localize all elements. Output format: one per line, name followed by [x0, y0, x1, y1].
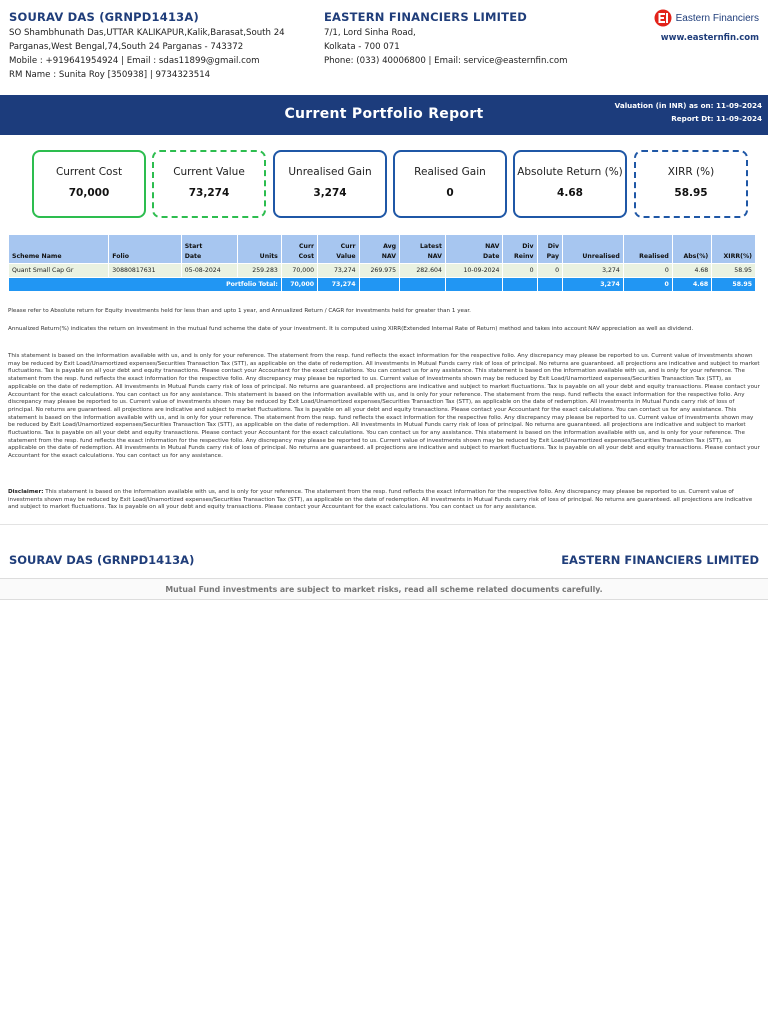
total-label: Portfolio Total: — [9, 278, 281, 291]
xirr-value: 58.95 — [674, 187, 708, 199]
risk-disclaimer-bar — [0, 578, 768, 600]
col-xirr: XIRR(%) — [712, 235, 755, 263]
logo-brand — [639, 9, 759, 27]
cell-curr-cost: 70,000 — [282, 264, 317, 277]
disclaimer-body: This statement is based on the information available with us, and is only for your reference. The statement from the resp. fund reflects the exact information for the respective folio. Any discrepancy may please be reported to us. Current value of investments shown may be reduced by Exit Load/Unamortized expenses/Securities Transaction Tax (STT), as applicable on the date of redemption. All investments in Mutual Funds carry risk of loss of principal. No returns are guaranteed. all projections are indicative and subject to market fluctuations. Tax is payable on all your debt and equity transactions. Please contact your Accountant for the exact calculations. You can contact us for any assistance. — [8, 489, 753, 511]
cell-nav-date: 10-09-2024 — [446, 264, 503, 277]
realised-gain-value: 0 — [446, 187, 454, 199]
col-unrealised: Unrealised — [563, 235, 623, 263]
cell-div-pay: 0 — [538, 264, 563, 277]
firm-name: EASTERN FINANCIERS LIMITED — [324, 10, 527, 24]
total-abs: 4.68 — [673, 278, 711, 291]
portfolio-table — [8, 234, 756, 292]
col-realised: Realised — [624, 235, 672, 263]
unrealised-gain-card — [273, 150, 387, 218]
current-value-label: Current Value — [173, 166, 245, 178]
report-header — [0, 0, 768, 92]
cell-avg-nav: 269.975 — [360, 264, 399, 277]
valuation-info — [615, 99, 762, 125]
absolute-return-card — [513, 150, 627, 218]
absolute-return-label: Absolute Return (%) — [517, 166, 623, 178]
current-cost-label: Current Cost — [55, 166, 123, 178]
disclaimer — [8, 489, 760, 512]
xirr-card — [634, 150, 748, 218]
note-return-basis — [8, 308, 760, 316]
portfolio-total-row — [9, 278, 755, 291]
report-title-banner — [0, 95, 768, 135]
client-address-line-1: SO Shambhunath Das,UTTAR KALIKAPUR,Kalik,Barasat,South 24 — [9, 28, 285, 38]
col-div-pay: Div Pay — [538, 235, 563, 263]
client-name: SOURAV DAS (GRNPD1413A) — [9, 10, 199, 24]
total-xirr: 58.95 — [712, 278, 755, 291]
report-date: Report Dt: 11-09-2024 — [671, 114, 762, 123]
col-latest-nav: Latest NAV — [400, 235, 445, 263]
client-contact: Mobile : +919641954924 | Email : sdas11899@gmail.com — [9, 56, 260, 66]
note-annualized-return — [8, 326, 760, 334]
firm-address-line-2: Kolkata - 700 071 — [324, 42, 400, 52]
unrealised-gain-label: Unrealised Gain — [288, 166, 372, 178]
total-empty — [538, 278, 563, 291]
total-empty — [360, 278, 399, 291]
col-div-reinv: Div Reinv — [503, 235, 536, 263]
cell-folio: 30880817631 — [109, 264, 180, 277]
col-abs: Abs(%) — [673, 235, 711, 263]
divider — [0, 524, 768, 525]
unrealised-gain-value: 3,274 — [313, 187, 347, 199]
note-text: This statement is based on the information available with us, and is only for your reference. The statement from the resp. fund reflects the exact information for the respective folio. Any discrepancy may please be reported to us. Current value of investments shown may be reduced by Exit Load/Unamortized expenses/Securities Transaction Tax (STT), as applicable on the date of redemption. All investments in Mutual Funds carry risk of loss of principal. No returns are guaranteed. all projections are indicative and subject to market fluctuations. Tax is payable on all your debt and equity transactions. Please contact your Accountant for the exact calculations. You can contact us for any assistance. This statement is based on the information available with us, and is only for your reference. The statement from the resp. fund reflects the exact information for the respective folio. Any discrepancy may please be reported to us. Current value of investments shown may be reduced by Exit Load/Unamortized expenses/Securities Transaction Tax (STT), as applicable on the date of redemption. All investments in Mutual Funds carry risk of loss of principal. No returns are guaranteed. all projections are indicative and subject to market fluctuations. Tax is payable on all your debt and equity transactions. Please contact your Accountant for the exact calculations. You can contact us for any assistance. This statement is based on the information available with us, and is only for your reference. The statement from the resp. fund reflects the exact information for the respective folio. Any discrepancy may please be reported to us. Current value of investments shown may be reduced by Exit Load/Unamortized expenses/Securities Transaction Tax (STT), as applicable on the date of redemption. All investments in Mutual Funds carry risk of loss of principal. No returns are guaranteed. all projections are indicative and subject to market fluctuations. Tax is payable on all your debt and equity transactions. Please contact your Accountant for the exact calculations. You can contact us for any assistance. This statement is based on the information available with us, and is only for your reference. The statement from the resp. fund reflects the exact information for the respective folio. Any discrepancy may please be reported to us. Current value of investments shown may be reduced by Exit Load/Unamortized expenses/Securities Transaction Tax (STT), as applicable on the date of redemption. All investments in Mutual Funds carry risk of loss of principal. No returns are guaranteed. all projections are indicative and subject to market fluctuations. Tax is payable on all your debt and equity transactions. Please contact your Accountant for the exact calculations. You can contact us for any assistance. This statement is based on the information available with us, and is only for your reference. The statement from the resp. fund reflects the exact information for the respective folio. Any discrepancy may please be reported to us. Current value of investments shown may be reduced by Exit Load/Unamortized expenses/Securities Transaction Tax (STT), as applicable on the date of redemption. All investments in Mutual Funds carry risk of loss of principal. No returns are guaranteed. all projections are indicative and subject to market fluctuations. Tax is payable on all your debt and equity transactions. Please contact your Accountant for the exact calculations. You can contact us for any assistance. — [8, 353, 760, 460]
cell-latest-nav: 282.604 — [400, 264, 445, 277]
client-address-line-2: Parganas,West Bengal,74,South 24 Parganas - 743372 — [9, 42, 244, 52]
cell-units: 259.283 — [238, 264, 281, 277]
cell-scheme-name: Quant Small Cap Gr — [9, 264, 108, 277]
xirr-label: XIRR (%) — [667, 166, 715, 178]
logo-brand-text: Eastern Financiers — [675, 12, 759, 24]
cell-unrealised: 3,274 — [563, 264, 623, 277]
cell-div-reinv: 0 — [503, 264, 536, 277]
cell-realised: 0 — [624, 264, 672, 277]
total-realised: 0 — [624, 278, 672, 291]
total-empty — [446, 278, 503, 291]
firm-address-line-1: 7/1, Lord Sinha Road, — [324, 28, 416, 38]
note-text: Annualized Return(%) indicates the return on investment in the mutual fund scheme the date of your investment. It is computed using XIRR(Extended Internal Rate of Return) method and takes into account NAV appreciation as well as dividend. — [8, 326, 694, 332]
current-cost-card — [32, 150, 146, 218]
absolute-return-value: 4.68 — [557, 187, 583, 199]
firm-contact: Phone: (033) 40006800 | Email: service@easternfin.com — [324, 56, 568, 66]
col-curr-value: Curr Value — [318, 235, 359, 263]
table-row — [9, 264, 755, 277]
col-units: Units — [238, 235, 281, 263]
footer-client-name: SOURAV DAS (GRNPD1413A) — [9, 553, 195, 567]
current-cost-value: 70,000 — [68, 187, 110, 199]
cell-curr-value: 73,274 — [318, 264, 359, 277]
col-avg-nav: Avg NAV — [360, 235, 399, 263]
realised-gain-card — [393, 150, 507, 218]
note-text: Please refer to Absolute return for Equity investments held for less than and upto 1 year, and Annualized Return / CAGR for investments held for greater than 1 year. — [8, 308, 471, 314]
current-value-card — [152, 150, 266, 218]
total-empty — [503, 278, 536, 291]
report-title: Current Portfolio Report — [284, 106, 484, 122]
col-folio: Folio — [109, 235, 180, 263]
cell-abs: 4.68 — [673, 264, 711, 277]
table-header-row — [9, 235, 755, 263]
firm-website-link[interactable]: www.easternfin.com — [660, 33, 759, 43]
disclaimer-text — [8, 489, 760, 512]
total-empty — [400, 278, 445, 291]
col-scheme-name: Scheme Name — [9, 235, 108, 263]
note-statement — [8, 353, 760, 461]
realised-gain-label: Realised Gain — [414, 166, 486, 178]
valuation-date: Valuation (in INR) as on: 11-09-2024 — [614, 101, 762, 110]
firm-details — [324, 10, 584, 66]
summary-cards — [32, 150, 748, 218]
firm-logo — [639, 9, 759, 43]
client-rm: RM Name : Sunita Roy [350938] | 9734323514 — [9, 70, 211, 80]
col-curr-cost: Curr Cost — [282, 235, 317, 263]
cell-xirr: 58.95 — [712, 264, 755, 277]
col-nav-date: NAV Date — [446, 235, 503, 263]
footer-firm-name: EASTERN FINANCIERS LIMITED — [561, 553, 759, 567]
col-start-date: Start Date — [182, 235, 237, 263]
total-curr-value: 73,274 — [318, 278, 359, 291]
disclaimer-label: Disclaimer: — [8, 489, 44, 495]
current-value-value: 73,274 — [188, 187, 230, 199]
cell-start-date: 05-08-2024 — [182, 264, 237, 277]
risk-disclaimer-text: Mutual Fund investments are subject to market risks, read all scheme related documents carefully. — [165, 585, 603, 594]
logo-mark-icon — [654, 9, 672, 27]
total-curr-cost: 70,000 — [282, 278, 317, 291]
total-unrealised: 3,274 — [563, 278, 623, 291]
client-details — [9, 10, 309, 80]
